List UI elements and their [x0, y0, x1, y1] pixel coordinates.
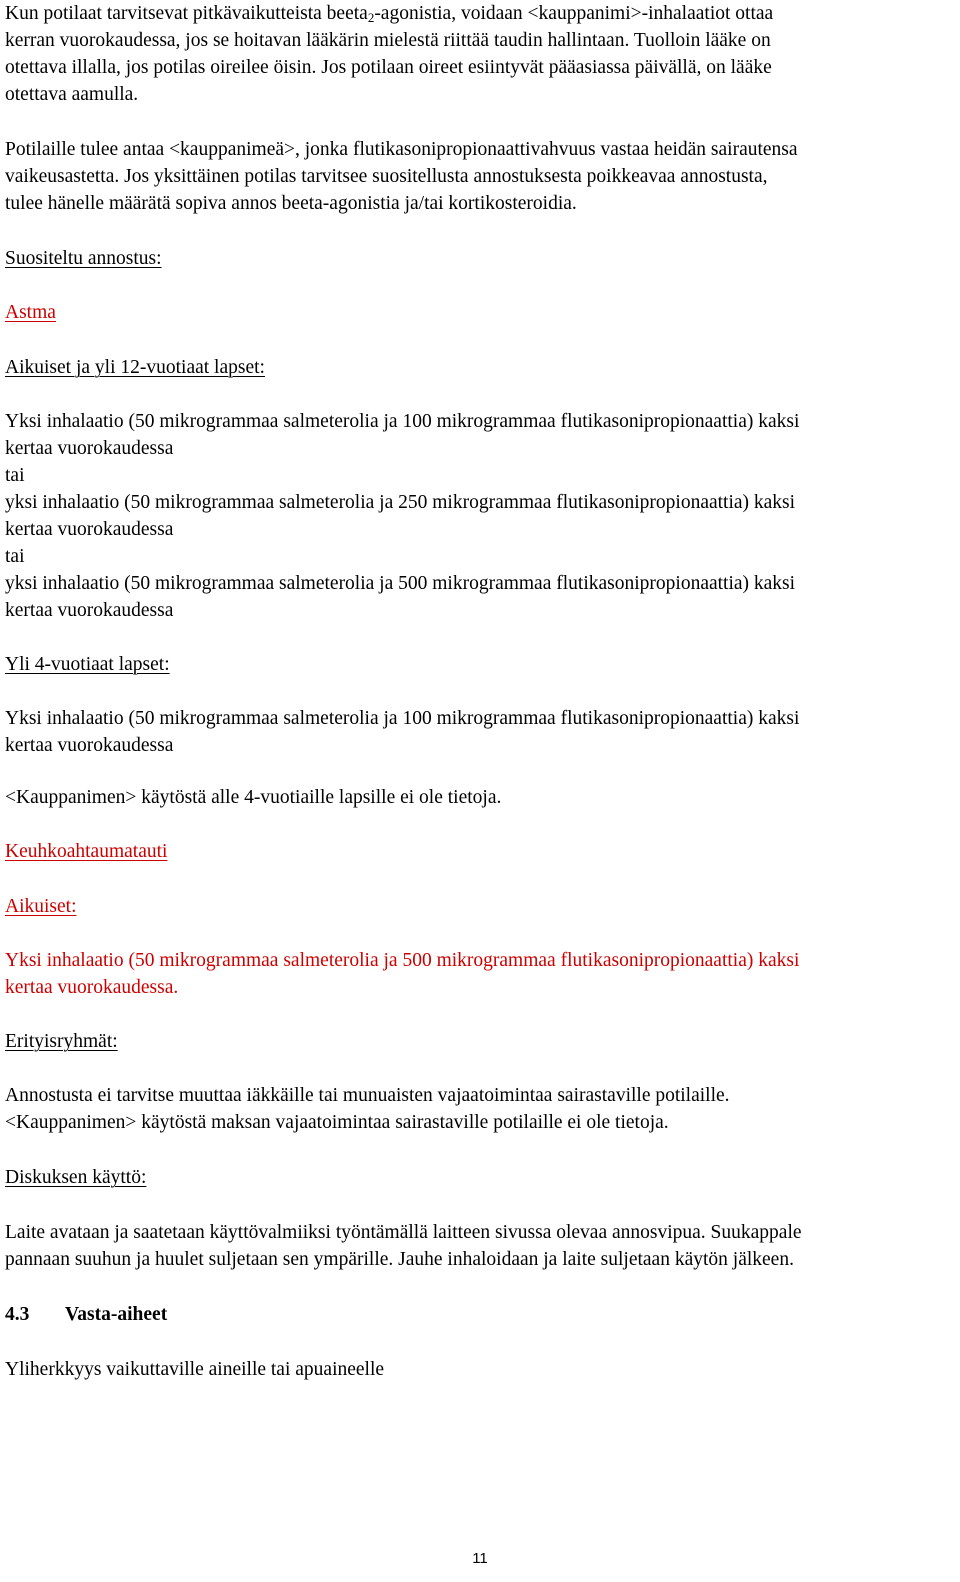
- intro-line-4: otettava aamulla.: [5, 84, 139, 105]
- intro-line-2: kerran vuorokaudessa, jos se hoitavan lääkärin mielestä riittää taudin hallintaan. Tuolloin lääke on: [5, 30, 771, 51]
- child-dose-line-2: kertaa vuorokaudessa: [5, 735, 174, 756]
- dose-1-line-1: Yksi inhalaatio (50 mikrogrammaa salmeterolia ja 100 mikrogrammaa flutikasonipropionaattia) kaksi: [5, 411, 800, 432]
- page-number: 11: [472, 1550, 488, 1567]
- or-2: tai: [5, 546, 25, 567]
- copd-dose-line-2: kertaa vuorokaudessa.: [5, 977, 179, 998]
- special-groups-text: [5, 1082, 730, 1136]
- special-groups-heading: Erityisryhmät:: [5, 1031, 118, 1052]
- child-dose-line-1: Yksi inhalaatio (50 mikrogrammaa salmeterolia ja 100 mikrogrammaa flutikasonipropionaattia) kaksi: [5, 708, 800, 729]
- or-1: tai: [5, 465, 25, 486]
- copd-adults-heading: Aikuiset:: [5, 896, 77, 917]
- special-line-2: <Kauppanimen> käytöstä maksan vajaatoimintaa sairastaville potilaille ei ole tietoja.: [5, 1112, 669, 1133]
- asthma-heading: Astma: [5, 302, 56, 323]
- dosing-line-2: vaikeusastetta. Jos yksittäinen potilas tarvitsee suositellusta annostuksesta poikkeavaa annostusta,: [5, 166, 768, 187]
- section-4-3-heading: [5, 1301, 167, 1328]
- section-number: 4.3: [5, 1304, 30, 1325]
- dose-2-line-2: kertaa vuorokaudessa: [5, 519, 174, 540]
- recommended-dosage-heading: Suositeltu annostus:: [5, 248, 162, 269]
- disk-usage-heading: Diskuksen käyttö:: [5, 1167, 147, 1188]
- intro-line-1: [5, 0, 773, 27]
- dose-1-line-2: kertaa vuorokaudessa: [5, 438, 174, 459]
- dosing-line-1: Potilaille tulee antaa <kauppanimeä>, jonka flutikasonipropionaattivahvuus vastaa heidän sairautensa: [5, 139, 798, 160]
- dose-2-line-1: yksi inhalaatio (50 mikrogrammaa salmeterolia ja 250 mikrogrammaa flutikasonipropionaattia) kaksi: [5, 492, 796, 513]
- asthma-adult-doses: [5, 408, 799, 624]
- under-4-note: <Kauppanimen> käytöstä alle 4-vuotiaille lapsille ei ole tietoja.: [5, 787, 502, 808]
- copd-dose-line-1: Yksi inhalaatio (50 mikrogrammaa salmeterolia ja 500 mikrogrammaa flutikasonipropionaattia) kaksi: [5, 950, 800, 971]
- dose-3-line-1: yksi inhalaatio (50 mikrogrammaa salmeterolia ja 500 mikrogrammaa flutikasonipropionaattia) kaksi: [5, 573, 796, 594]
- contraindications-text: Yliherkkyys vaikuttaville aineille tai apuaineelle: [5, 1359, 385, 1380]
- intro-paragraph: [5, 0, 773, 108]
- asthma-adults-heading: Aikuiset ja yli 12-vuotiaat lapset:: [5, 357, 265, 378]
- asthma-child-dose: [5, 705, 799, 759]
- copd-dose: [5, 947, 799, 1001]
- intro-line-1-post: -agonistia, voidaan <kauppanimi>-inhalaatiot ottaa: [374, 3, 774, 24]
- disk-usage-text: [5, 1219, 802, 1273]
- intro-line-1-pre: Kun potilaat tarvitsevat pitkävaikutteista beeta: [5, 3, 368, 24]
- disk-line-2: pannaan suuhun ja huulet suljetaan sen ympärille. Jauhe inhaloidaan ja laite suljetaan käytön jälkeen.: [5, 1249, 794, 1270]
- asthma-children-heading: Yli 4-vuotiaat lapset:: [5, 654, 170, 675]
- disk-line-1: Laite avataan ja saatetaan käyttövalmiiksi työntämällä laitteen sivussa olevaa annosvipua. Suukappale: [5, 1222, 802, 1243]
- intro-line-3: otettava illalla, jos potilas oireilee öisin. Jos potilaan oireet esiintyvät pääasiassa päivällä, on lääke: [5, 57, 772, 78]
- beta-subscript: 2: [367, 10, 375, 25]
- dose-3-line-2: kertaa vuorokaudessa: [5, 600, 174, 621]
- dosing-paragraph: [5, 136, 798, 217]
- copd-heading: Keuhkoahtaumatauti: [5, 841, 168, 862]
- dosing-line-3: tulee hänelle määrätä sopiva annos beeta-agonistia ja/tai kortikosteroidia.: [5, 193, 577, 214]
- section-title: Vasta-aiheet: [65, 1304, 168, 1325]
- special-line-1: Annostusta ei tarvitse muuttaa iäkkäille tai munuaisten vajaatoimintaa sairastaville potilaille.: [5, 1085, 730, 1106]
